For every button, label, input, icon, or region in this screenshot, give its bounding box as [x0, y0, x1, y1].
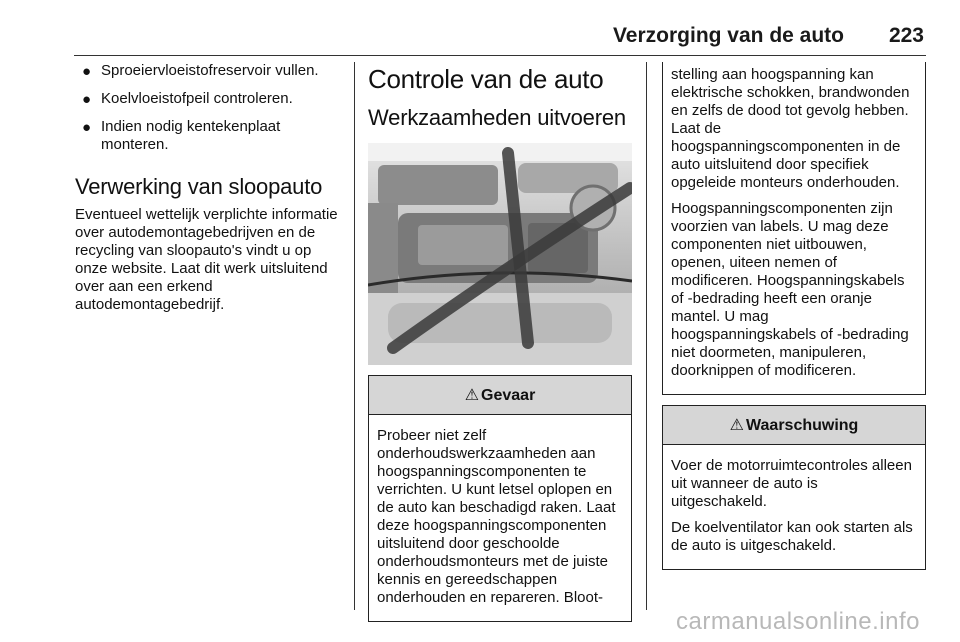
page-number: 223 [888, 24, 924, 47]
danger-continued-paragraph: stelling aan hoogspanning kan elektrische schokken, brandwonden en zelfs de dood tot gevolg hebben. Laat de hoogspanningscomponenten in de auto uitsluitend door specifiek opgeleide monteurs onderhouden. [671, 66, 910, 191]
section-title-sloopauto: Verwerking van sloopauto [75, 174, 323, 199]
danger-notice-text: Probeer niet zelf onderhoudswerkzaamheden aan hoogspanningscomponenten te verrichten. U kunt letsel oplopen en de auto kan beschadigd raken. Laat deze hoogspanningscomponenten uitsluitend door geschoolde onderhoudsmonteurs met de juiste kennis en gereedschappen onderhouden en repareren. Bloot- [377, 427, 616, 606]
warning-triangle-icon: ⚠ [464, 387, 480, 404]
column-divider-right [646, 62, 647, 610]
column-right [662, 62, 926, 570]
warning-paragraph: De koelventilator kan ook starten als de auto is uitgeschakeld. [671, 519, 913, 554]
column-left [75, 62, 345, 322]
bullet-icon: ● [82, 91, 92, 108]
engine-bay-photo [368, 143, 632, 365]
chapter-title: Controle van de auto [368, 64, 604, 94]
bullet-icon: ● [82, 63, 92, 80]
header-rule [74, 55, 926, 56]
warning-paragraph: Voer de motorruimtecontroles alleen uit wanneer de auto is uitgeschakeld. [671, 457, 912, 510]
bullet-item: ● Koelvloeistofpeil controleren. [82, 90, 293, 108]
bullet-icon: ● [82, 119, 92, 136]
warning-notice-body [663, 445, 925, 569]
task-bullet-list [75, 62, 345, 154]
engine-bay-illustration-icon [368, 143, 632, 365]
warning-notice [662, 405, 926, 570]
column-middle [368, 62, 632, 622]
watermark: carmanualsonline.info [676, 608, 920, 635]
danger-notice-body [369, 415, 631, 621]
subsection-title: Werkzaamheden uitvoeren [368, 105, 626, 130]
danger-notice-continued-body [663, 62, 925, 394]
warning-notice-header: ⚠ Waarschuwing [663, 406, 925, 445]
danger-continued-paragraph: Hoogspanningscomponenten zijn voorzien van labels. U mag deze componenten niet uitbouwen, openen, uiteen nemen of modificeren. Hoogspanningskabels of -bedrading heeft een oranje mantel. U mag hoogspanningskabels of -bedrading niet doormeten, manipuleren, doorknippen of modificeren. [671, 200, 909, 379]
page-header-title: Verzorging van de auto [612, 24, 844, 47]
section-text-sloopauto: Eventueel wettelijk verplichte informatie over autodemontagebedrijven en de recycling van sloopauto's vindt u op onze website. Laat dit werk uitsluitend over aan een erkend autodemontagebedrijf. [75, 206, 338, 313]
danger-notice-header: ⚠ Gevaar [369, 376, 631, 415]
danger-notice-continued [662, 62, 926, 395]
column-divider-left [354, 62, 355, 610]
bullet-item: ● Indien nodig kentekenplaat monteren. [82, 118, 281, 153]
warning-triangle-icon: ⚠ [729, 417, 745, 434]
danger-notice [368, 375, 632, 622]
bullet-item: ● Sproeiervloeistofreservoir vullen. [82, 62, 319, 80]
